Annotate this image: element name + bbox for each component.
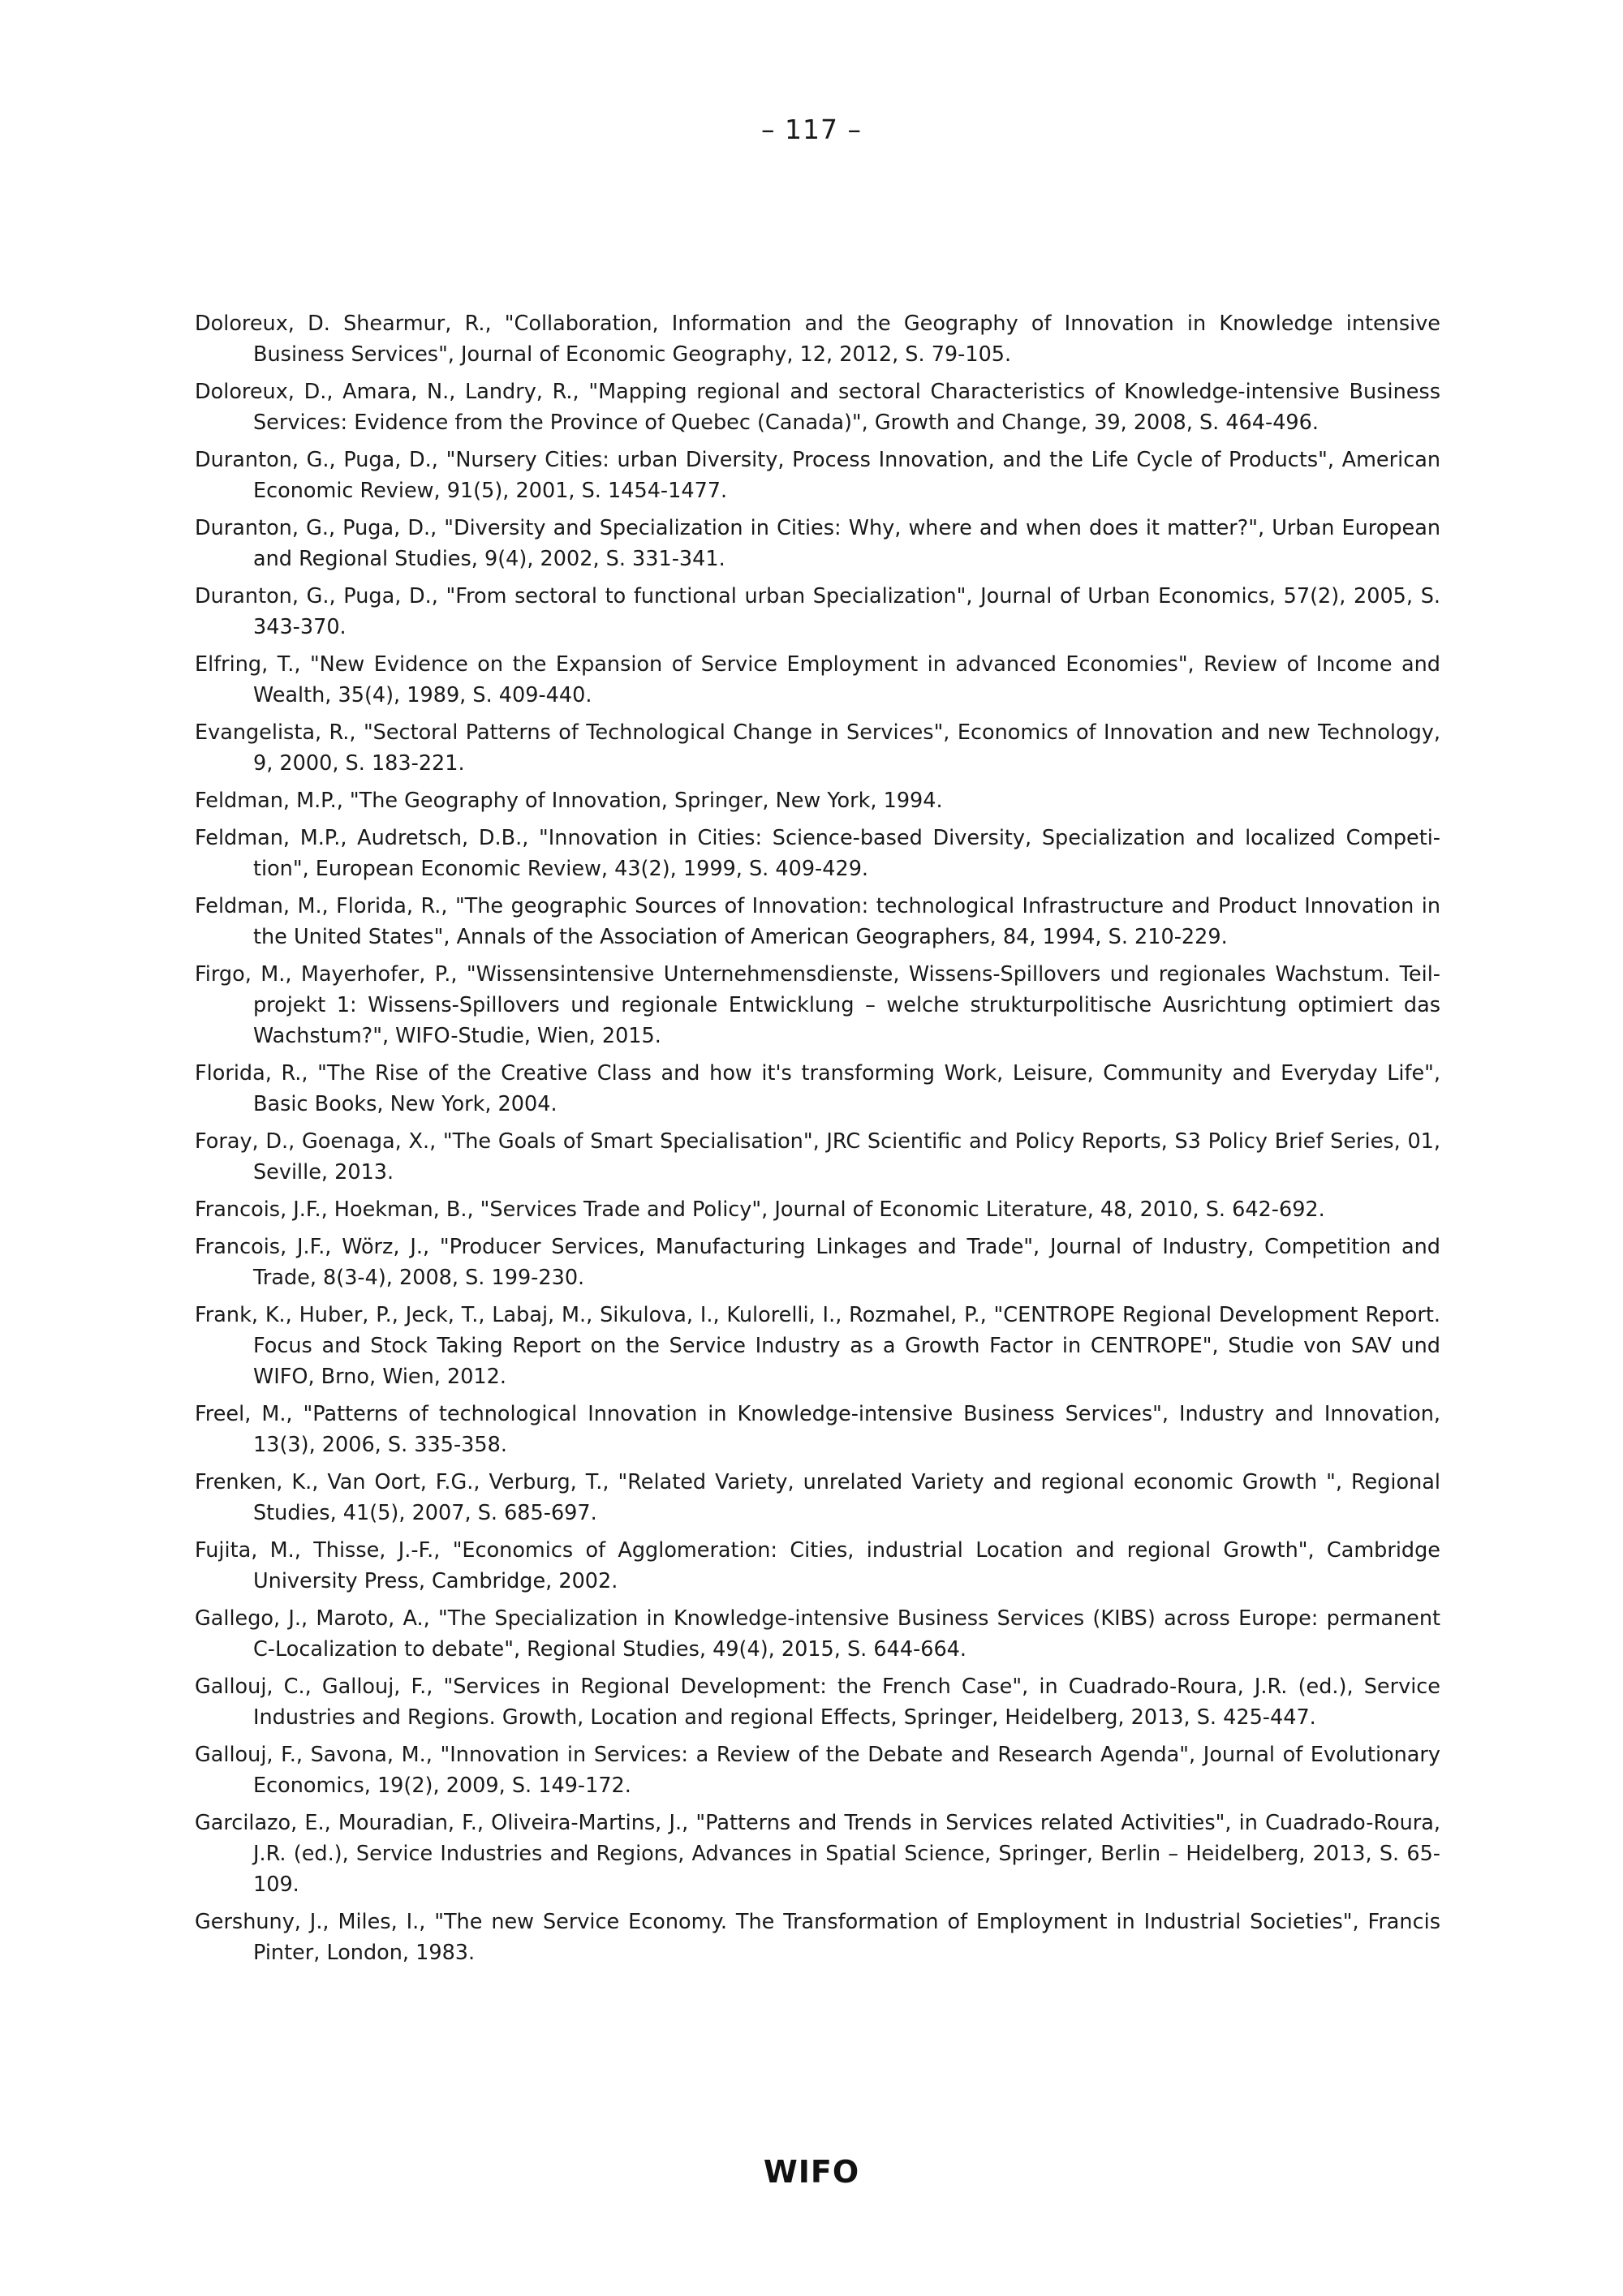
reference-item: Fujita, M., Thisse, J.-F., "Economics of Agglomeration: Cities, industrial Location and regional Growth", Cambridge University Press, Cambridge, 2002. [195,1538,1440,1593]
reference-item: Feldman, M.P., "The Geography of Innovation, Springer, New York, 1994. [195,789,943,813]
reference-item: Duranton, G., Puga, D., "Diversity and Specialization in Cities: Why, where and when does it matter?", Urban European and Regional Studies, 9(4), 2002, S. 331-341. [195,516,1440,571]
reference-item: Gallouj, C., Gallouj, F., "Services in Regional Development: the French Case", in Cuadrado-Roura, J.R. (ed.), Service Industries and Regions. Growth, Location and regional Effects, Springer, Heidelberg, 2013, S. 425-447. [195,1675,1440,1730]
reference-item: Evangelista, R., "Sectoral Patterns of Technological Change in Services", Economics of Innovation and new Technology, 9, 2000, S. 183-221. [195,720,1440,776]
wifo-logo [0,2154,1623,2190]
reference-item: Gallouj, F., Savona, M., "Innovation in Services: a Review of the Debate and Research Agenda", Journal of Evolutionary Economics, 19(2), 2009, S. 149-172. [195,1743,1440,1798]
wifo-logo-text: WIFO [763,2154,860,2190]
reference-item: Freel, M., "Patterns of technological Innovation in Knowledge-intensive Business Services", Industry and Innovation, 13(3), 2006, S. 335-358. [195,1402,1440,1457]
reference-item: Gershuny, J., Miles, I., "The new Service Economy. The Transformation of Employment in Industrial Societies", Francis Pinter, London, 1983. [195,1910,1440,1965]
reference-item: Duranton, G., Puga, D., "Nursery Cities: urban Diversity, Process Innovation, and the Life Cycle of Products", American Economic Review, 91(5), 2001, S. 1454-1477. [195,448,1440,503]
reference-item: Francois, J.F., Wörz, J., "Producer Services, Manufacturing Linkages and Trade", Journal of Industry, Competition and Trade, 8(3-4), 2008, S. 199-230. [195,1235,1440,1290]
reference-item: Frank, K., Huber, P., Jeck, T., Labaj, M., Sikulova, I., Kulorelli, I., Rozmahel, P., "CENTROPE Regional Development Report. Focus and Stock Taking Report on the Service Industry as a Growth Factor in CENTROPE", Studie von SAV und WIFO, Brno, Wien, 2012. [195,1303,1440,1389]
reference-item: Feldman, M., Florida, R., "The geographic Sources of Innovation: technological Infrastructure and Product Innovation in the United States", Annals of the Association of American Geographers, 84, 1994, S. 210-229. [195,894,1440,949]
reference-item: Doloreux, D., Amara, N., Landry, R., "Mapping regional and sectoral Characteristics of Knowledge-intensive Business Services: Evidence from the Province of Quebec (Canada)", Growth and Change, 39, 2008, S. 464-496. [195,380,1440,435]
page-number: – 117 – [761,114,862,145]
reference-item: Duranton, G., Puga, D., "From sectoral to functional urban Specialization", Journal of Urban Economics, 57(2), 2005, S. 343-370. [195,584,1440,639]
reference-item: Firgo, M., Mayerhofer, P., "Wissensintensive Unternehmensdienste, Wissens-Spillovers und regionales Wachstum. Teilprojekt 1: Wissens-Spillovers und regionale Entwicklung – welche strukturpolitische Ausrichtung optimiert das Wachstum?", WIFO-Studie, Wien, 2015. [195,962,1440,1048]
reference-item: Gallego, J., Maroto, A., "The Specialization in Knowledge-intensive Business Services (KIBS) across Europe: permanent C-Localization to debate", Regional Studies, 49(4), 2015, S. 644-664. [195,1606,1440,1662]
reference-item: Francois, J.F., Hoekman, B., "Services Trade and Policy", Journal of Economic Literature, 48, 2010, S. 642-692. [195,1197,1325,1222]
reference-item: Foray, D., Goenaga, X., "The Goals of Smart Specialisation", JRC Scientific and Policy Reports, S3 Policy Brief Series, 01, Seville, 2013. [195,1129,1440,1185]
reference-item: Feldman, M.P., Audretsch, D.B., "Innovation in Cities: Science-based Diversity, Specialization and localized Competition", European Economic Review, 43(2), 1999, S. 409-429. [195,826,1440,881]
reference-item: Florida, R., "The Rise of the Creative Class and how it's transforming Work, Leisure, Community and Everyday Life", Basic Books, New York, 2004. [195,1061,1440,1116]
reference-item: Doloreux, D. Shearmur, R., "Collaboration, Information and the Geography of Innovation in Knowledge intensive Business Services", Journal of Economic Geography, 12, 2012, S. 79-105. [195,312,1440,367]
reference-item: Elfring, T., "New Evidence on the Expansion of Service Employment in advanced Economies", Review of Income and Wealth, 35(4), 1989, S. 409-440. [195,652,1440,707]
reference-item: Garcilazo, E., Mouradian, F., Oliveira-Martins, J., "Patterns and Trends in Services related Activities", in Cuadrado-Roura, J.R. (ed.), Service Industries and Regions, Advances in Spatial Science, Springer, Berlin – Heidelberg, 2013, S. 65-109. [195,1811,1440,1897]
reference-list [195,308,1440,1975]
reference-item: Frenken, K., Van Oort, F.G., Verburg, T., "Related Variety, unrelated Variety and regional economic Growth ", Regional Studies, 41(5), 2007, S. 685-697. [195,1470,1440,1525]
